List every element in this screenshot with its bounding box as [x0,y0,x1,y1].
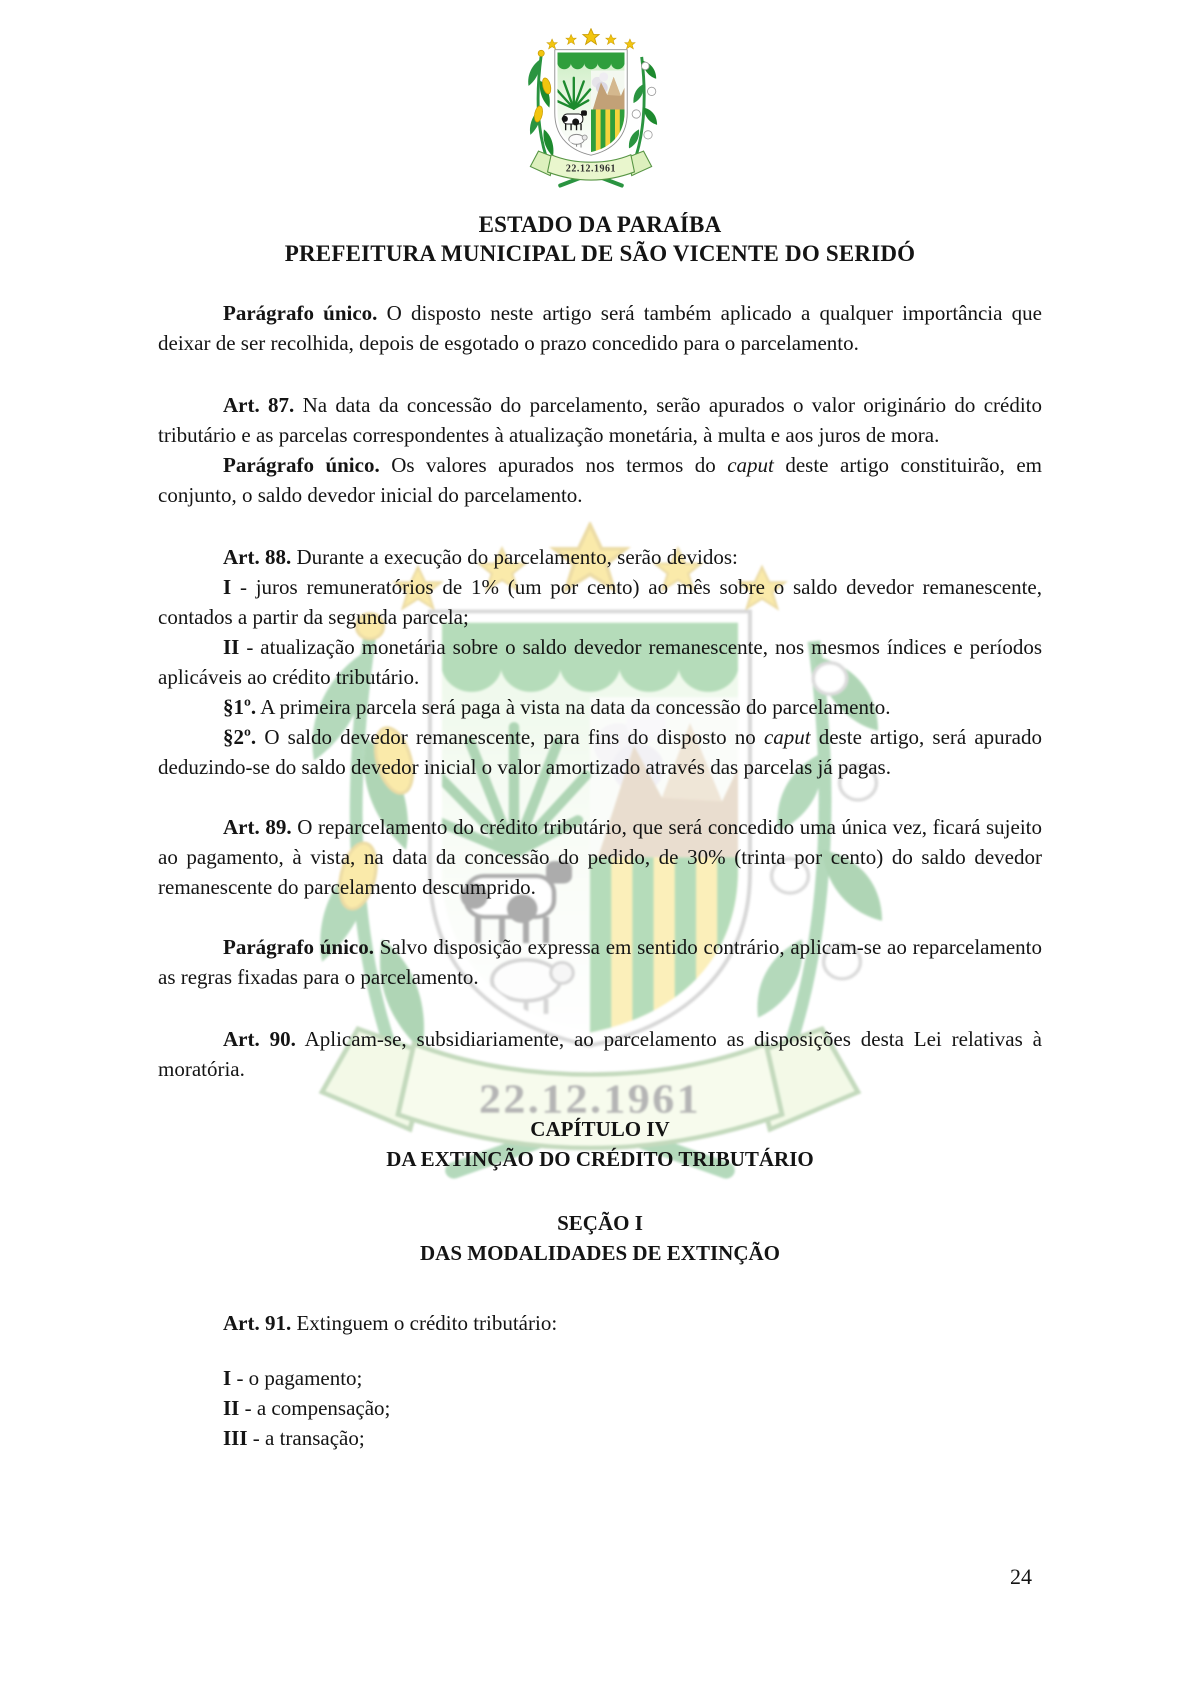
bold-lead: Parágrafo único. [223,935,374,959]
italic-term: caput [727,453,774,477]
text-run: O disposto neste artigo será também aplicado a qualquer importância que deixar de ser recolhida, depois de esgotado o prazo concedido para o parcelamento. [158,301,1042,355]
bold-lead: III [223,1426,248,1450]
paragraph [158,390,1042,450]
paragraph-spacer [158,1084,1042,1114]
paragraph-spacer [158,1174,1042,1208]
document-header [0,210,1200,268]
paragraph [158,1024,1042,1084]
bold-lead: Art. 90. [223,1027,296,1051]
bold-lead: §1º. [223,695,257,719]
paragraph [158,812,1042,902]
bold-lead: I [223,575,232,599]
paragraph [158,932,1042,992]
page-number: 24 [1010,1564,1032,1589]
paragraph [158,572,1042,632]
bold-lead: Art. 91. [223,1311,292,1335]
text-run: Na data da concessão do parcelamento, serão apurados o valor originário do crédito tributário e as parcelas correspondentes à atualização monetária, à multa e aos juros de mora. [158,393,1042,447]
paragraph [158,298,1042,358]
text-run: - o pagamento; [231,1366,363,1390]
text-run: Salvo disposição expressa em sentido contrário, aplicam-se ao reparcelamento as regras fixadas para o parcelamento. [158,935,1042,989]
text-run: deste artigo constituirão, em conjunto, o saldo devedor inicial do parcelamento. [158,453,1042,507]
section-heading: DA EXTINÇÃO DO CRÉDITO TRIBUTÁRIO [386,1147,814,1171]
coat-of-arms [496,28,686,200]
bold-lead: I [223,1366,232,1390]
text-run: deste artigo, será apurado deduzindo-se do saldo devedor inicial o valor amortizado através das parcelas já pagas. [158,725,1042,779]
bold-lead: II [223,1396,240,1420]
text-run: - a compensação; [239,1396,391,1420]
text-run: O reparcelamento do crédito tributário, que será concedido uma única vez, ficará sujeito ao pagamento, à vista, na data da concessão do pedido, de 30% (trinta por cento) do saldo devedor remanescente do parcelamento descumprido. [158,815,1042,899]
header-municipality: PREFEITURA MUNICIPAL DE SÃO VICENTE DO SERIDÓ [284,241,916,266]
text-run: Aplicam-se, subsidiariamente, ao parcelamento as disposições desta Lei relativas à moratória. [158,1027,1042,1081]
text-run: Durante a execução do parcelamento, serão devidos: [291,545,738,569]
bold-lead: Parágrafo único. [223,453,380,477]
paragraph-spacer [158,992,1042,1024]
paragraph-spacer [158,1338,1042,1363]
text-run: - juros remuneratórios de 1% (um por cento) ao mês sobre o saldo devedor remanescente, contados a partir da segunda parcela; [158,575,1042,629]
bold-lead: Parágrafo único. [223,301,378,325]
paragraph-spacer [158,782,1042,812]
header-state: ESTADO DA PARAÍBA [478,212,722,237]
text-run: Os valores apurados nos termos do [379,453,728,477]
bold-lead: Art. 87. [223,393,295,417]
paragraph-spacer [158,902,1042,932]
bold-lead: Art. 88. [223,545,292,569]
paragraph [158,632,1042,692]
section-heading: DAS MODALIDADES DE EXTINÇÃO [420,1241,780,1265]
section-heading: SEÇÃO I [557,1211,643,1235]
text-run: - atualização monetária sobre o saldo devedor remanescente, nos mesmos índices e períodos aplicáveis ao crédito tributário. [158,635,1042,689]
paragraph-spacer [158,1268,1042,1308]
paragraph [158,1423,1042,1453]
bold-lead: II [223,635,240,659]
document-body [158,298,1042,1453]
paragraph [158,450,1042,510]
text-run: Extinguem o crédito tributário: [291,1311,558,1335]
paragraph [158,1308,1042,1338]
text-run: O saldo devedor remanescente, para fins do disposto no [256,725,764,749]
bold-lead: §2º. [223,725,257,749]
paragraph [158,722,1042,782]
paragraph [158,1393,1042,1423]
text-run: - a transação; [247,1426,365,1450]
paragraph [158,1363,1042,1393]
paragraph [158,692,1042,722]
italic-term: caput [763,725,811,749]
paragraph-spacer [158,358,1042,390]
paragraph-spacer [158,510,1042,542]
text-run: A primeira parcela será paga à vista na data da concessão do parcelamento. [256,695,891,719]
paragraph [158,542,1042,572]
section-heading: CAPÍTULO IV [530,1117,670,1141]
bold-lead: Art. 89. [223,815,292,839]
